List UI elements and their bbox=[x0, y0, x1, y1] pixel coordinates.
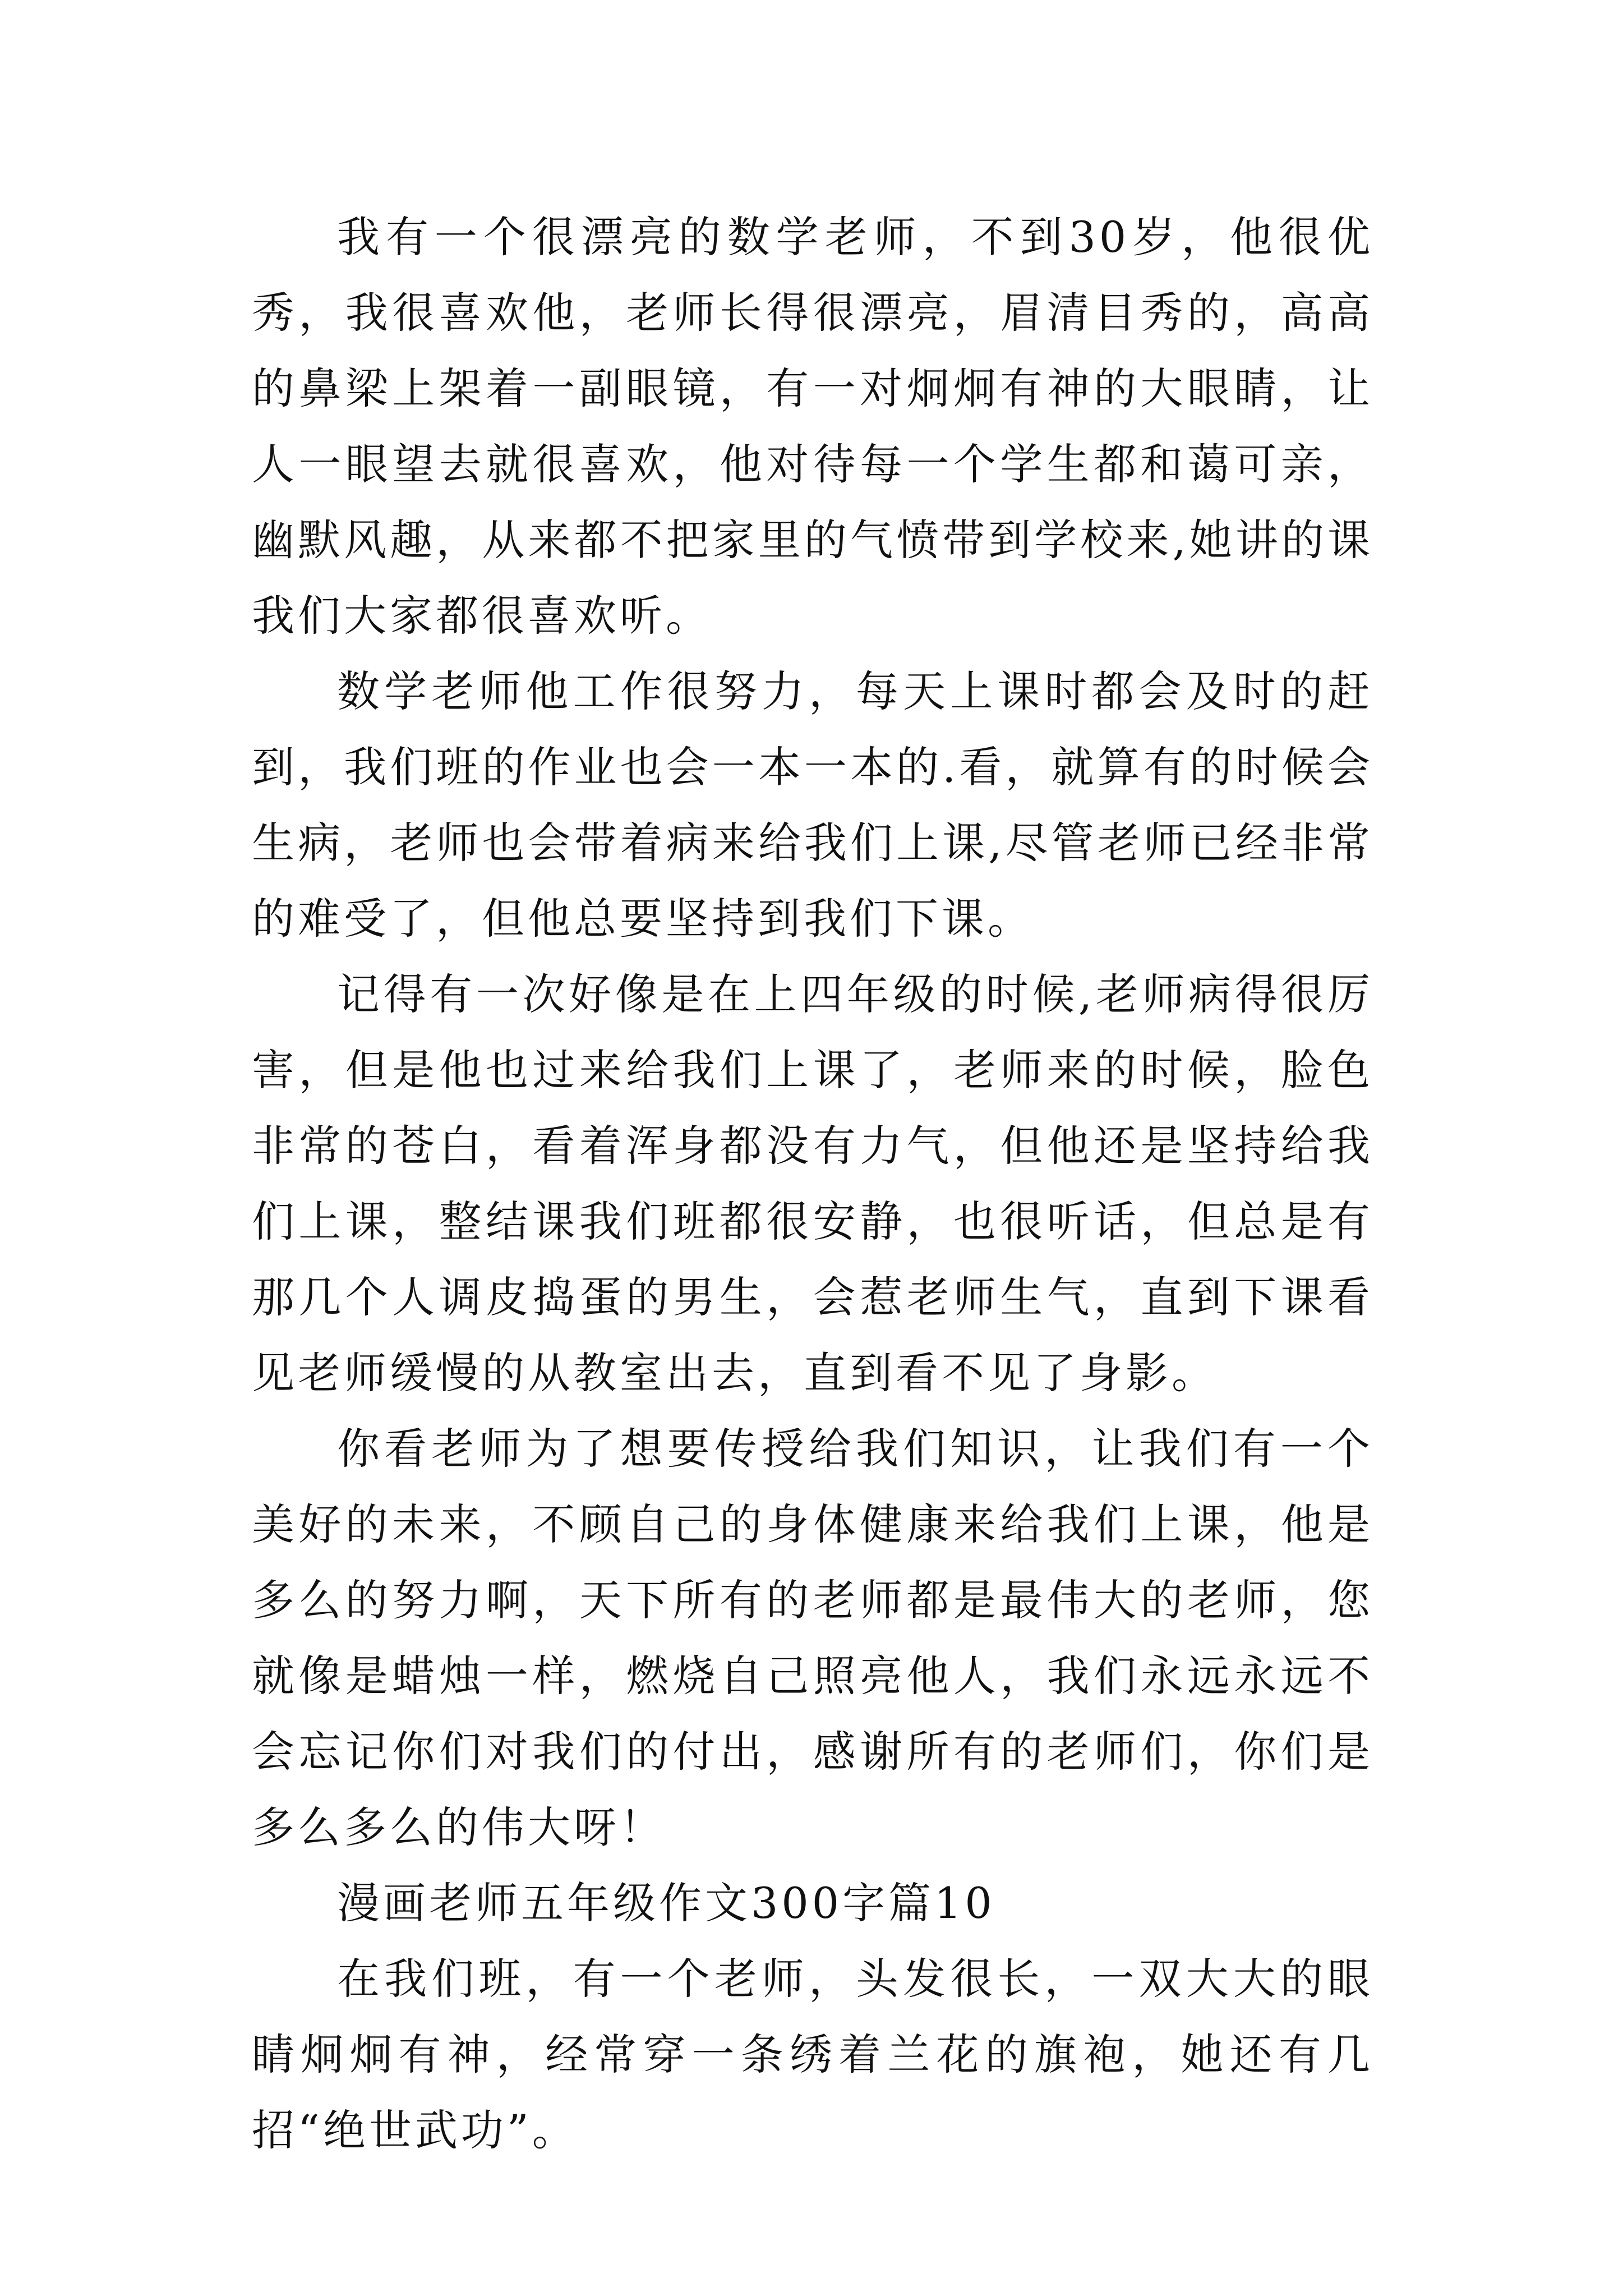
paragraph-gratitude: 你看老师为了想要传授给我们知识，让我们有一个美好的未来，不顾自己的身体健康来给我们上课，他是多么的努力啊，天下所有的老师都是最伟大的老师，您就像是蜡烛一样，燃烧自己照亮他人，我们永远永远不会忘记你们对我们的付出，感谢所有的老师们，你们是多么多么的伟大呀！ bbox=[252, 1424, 1373, 1852]
section-heading: 漫画老师五年级作文300字篇10 bbox=[337, 1878, 995, 1928]
paragraph-teacher-description: 我有一个很漂亮的数学老师，不到30岁，他很优秀，我很喜欢他，老师长得很漂亮，眉清目秀的，高高的鼻梁上架着一副眼镜，有一对炯炯有神的大眼睛，让人一眼望去就很喜欢，他对待每一个学生都和蔼可亲，幽默风趣，从来都不把家里的气愤带到学校来,她讲的课我们大家都很喜欢听。 bbox=[252, 212, 1373, 641]
paragraph-hard-work: 数学老师他工作很努力，每天上课时都会及时的赶到，我们班的作业也会一本一本的.看，就算有的时候会生病，老师也会带着病来给我们上课,尽管老师已经非常的难受了，但他总要坚持到我们下课。 bbox=[252, 666, 1373, 944]
paragraph-illness-memory: 记得有一次好像是在上四年级的时候,老师病得很厉害，但是他也过来给我们上课了，老师来的时候，脸色非常的苍白，看着浑身都没有力气，但他还是坚持给我们上课，整结课我们班都很安静，也很听话，但总是有那几个人调皮捣蛋的男生，会惹老师生气，直到下课看见老师缓慢的从教室出去，直到看不见了身影。 bbox=[252, 969, 1373, 1398]
paragraph-new-teacher: 在我们班，有一个老师，头发很长，一双大大的眼睛炯炯有神，经常穿一条绣着兰花的旗袍，她还有几招“绝世武功”。 bbox=[252, 1954, 1373, 2155]
document-body bbox=[252, 199, 1373, 2168]
